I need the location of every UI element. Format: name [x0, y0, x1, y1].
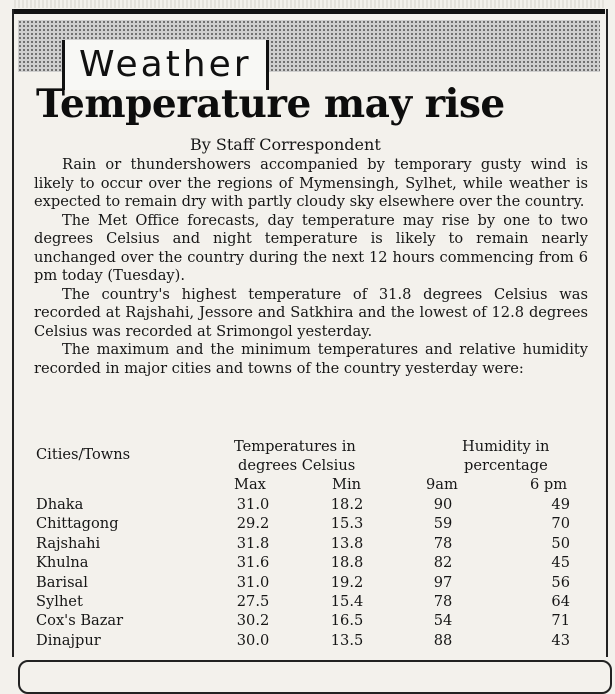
humidity-9am: 90 — [433, 496, 453, 513]
previous-article-edge — [14, 0, 605, 8]
max-temp: 27.5 — [236, 592, 270, 610]
table-row — [34, 593, 588, 612]
header-temp-group-line1: Temperatures in — [234, 438, 356, 455]
header-max: Max — [234, 476, 266, 493]
header-humidity-group-line1: Humidity in — [462, 438, 550, 455]
paragraph: Rain or thundershowers accompanied by temporary gusty wind is likely to occur over the regions of Mymensingh, Sylhet, while weather is expected to remain dry with partly cloudy sky elsewhere over the country. — [34, 156, 588, 210]
table-header — [34, 438, 588, 496]
paragraph: The Met Office forecasts, day temperature may rise by one to two degrees Celsius and night temperature is likely to remain nearly unchanged over the country during the next 12 hours commencing from 6 pm today (Tuesday). — [34, 211, 588, 284]
humidity-6pm: 70 — [551, 515, 570, 533]
city-name: Sylhet — [36, 592, 83, 610]
header-cities: Cities/Towns — [36, 446, 131, 463]
min-temp: 15.4 — [330, 592, 364, 610]
max-temp: 31.0 — [236, 573, 270, 591]
headline: Temperature may rise — [36, 81, 505, 127]
table-row — [34, 496, 588, 515]
humidity-6pm: 56 — [551, 573, 570, 591]
min-temp: 13.5 — [330, 631, 364, 649]
header-6pm: 6 pm — [530, 476, 568, 493]
city-name: Khulna — [36, 554, 89, 572]
table-row — [34, 535, 588, 554]
header-9am: 9am — [426, 476, 458, 493]
humidity-6pm: 43 — [551, 631, 570, 649]
humidity-6pm: 64 — [551, 592, 570, 610]
humidity-9am: 78 — [433, 592, 453, 610]
humidity-9am: 97 — [433, 573, 453, 591]
city-name: Barisal — [36, 573, 88, 591]
humidity-6pm: 49 — [551, 496, 570, 513]
max-temp: 31.8 — [236, 534, 270, 552]
min-temp: 16.5 — [330, 612, 364, 630]
next-article-box — [18, 660, 612, 694]
min-temp: 18.8 — [330, 554, 364, 572]
section-banner — [18, 20, 600, 85]
city-name: Dhaka — [36, 496, 84, 513]
header-min: Min — [332, 476, 362, 493]
max-temp: 30.2 — [236, 612, 270, 630]
min-temp: 18.2 — [330, 496, 364, 513]
humidity-6pm: 45 — [551, 554, 570, 572]
max-temp: 31.0 — [236, 496, 270, 513]
header-humidity-group-line2: percentage — [464, 457, 548, 474]
humidity-6pm: 71 — [551, 612, 570, 630]
max-temp: 31.6 — [236, 554, 270, 572]
min-temp: 13.8 — [330, 534, 364, 552]
max-temp: 29.2 — [236, 515, 270, 533]
humidity-9am: 59 — [433, 515, 453, 533]
article-body — [34, 156, 588, 378]
header-temp-group-line2: degrees Celsius — [238, 457, 356, 474]
weather-table — [34, 438, 588, 651]
city-name: Rajshahi — [36, 534, 101, 552]
section-label: Weather — [79, 44, 252, 85]
table-row — [34, 515, 588, 534]
paragraph: The country's highest temperature of 31.8 degrees Celsius was recorded at Rajshahi, Jessore and Satkhira and the lowest of 12.8 degrees Celsius was recorded at Srimongol yesterday. — [34, 285, 588, 340]
city-name: Dinajpur — [36, 631, 101, 649]
city-name: Chittagong — [36, 515, 119, 533]
max-temp: 30.0 — [236, 631, 270, 649]
table-row — [34, 612, 588, 631]
humidity-9am: 78 — [433, 534, 453, 552]
humidity-9am: 54 — [433, 612, 453, 630]
table-row — [34, 632, 588, 651]
paragraph: The maximum and the minimum temperatures and relative humidity recorded in major cities and towns of the country yesterday were: — [34, 341, 588, 377]
table-row — [34, 554, 588, 573]
byline: By Staff Correspondent — [190, 135, 381, 154]
min-temp: 15.3 — [330, 515, 364, 533]
humidity-9am: 88 — [433, 631, 453, 649]
min-temp: 19.2 — [330, 573, 364, 591]
humidity-6pm: 50 — [551, 534, 570, 552]
city-name: Cox's Bazar — [36, 612, 124, 630]
humidity-9am: 82 — [433, 554, 453, 572]
table-row — [34, 574, 588, 593]
